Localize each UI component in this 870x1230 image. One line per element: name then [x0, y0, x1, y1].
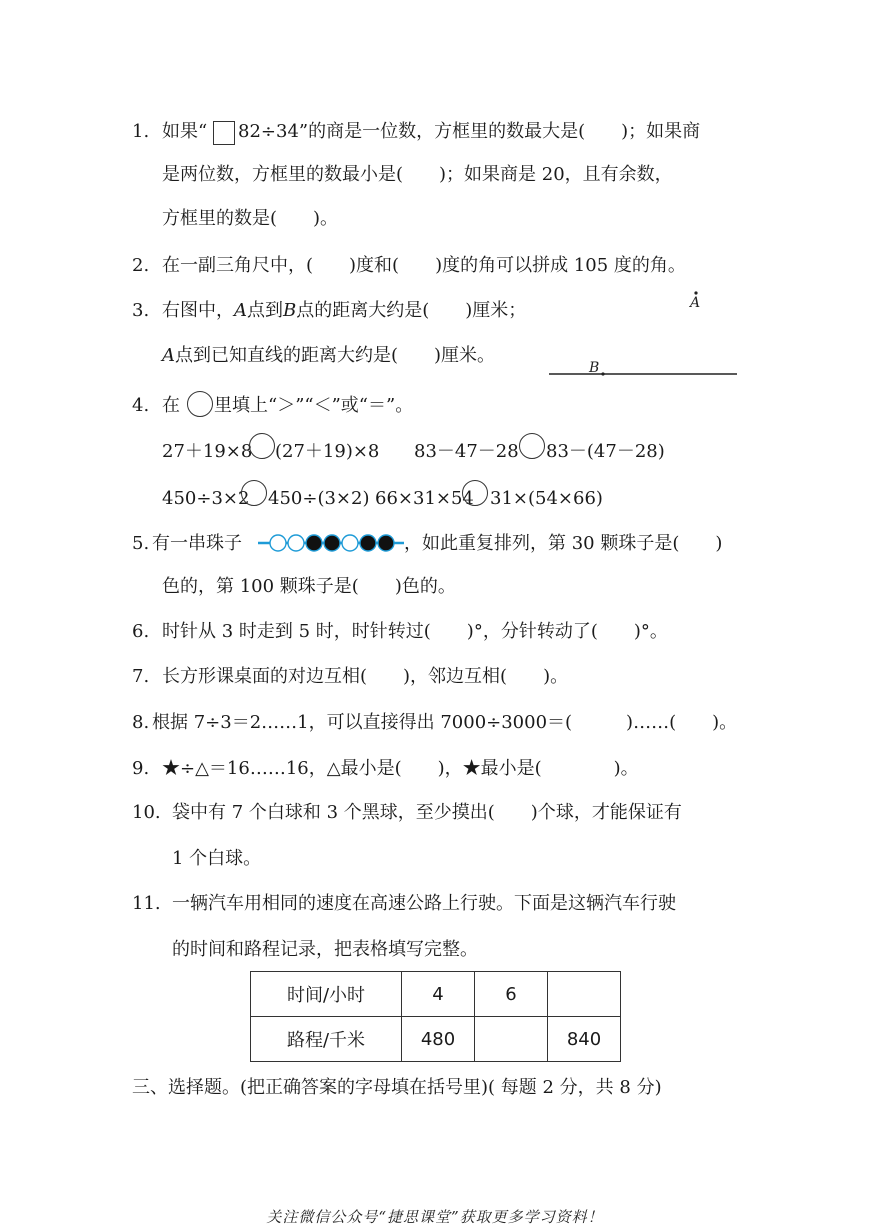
point-a-label: A: [690, 295, 701, 311]
q4-expr4-right: 31×(54×66): [490, 488, 603, 509]
q7-number: 7.: [132, 666, 150, 687]
compare-circle-1: [249, 433, 275, 459]
q5-line2: 色的，第 100 颗珠子是( )色的。: [162, 576, 456, 597]
table-cell: 480: [402, 1017, 475, 1062]
q3-text-b-part: 点到: [247, 300, 283, 321]
q4-expr4-left: 66×31×54: [375, 488, 474, 509]
q2-text: 在一副三角尺中，( )度和( )度的角可以拼成 105 度的角。: [162, 255, 686, 276]
q5-text-a: 有一串珠子: [152, 533, 242, 554]
table-cell: 时间/小时: [251, 972, 402, 1017]
q6-number: 6.: [132, 621, 150, 642]
table-cell: 6: [475, 972, 548, 1017]
table-cell: [548, 972, 621, 1017]
q8-text: 根据 7÷3＝2……1，可以直接得出 7000÷3000＝( )……( )。: [152, 712, 738, 733]
table-cell: 840: [548, 1017, 621, 1062]
q1-number: 1.: [132, 121, 150, 142]
q10-text: 袋中有 7 个白球和 3 个黑球，至少摸出( )个球，才能保证有: [172, 802, 682, 823]
compare-circle-4: [462, 480, 488, 506]
q3-point-b-label: B: [283, 300, 297, 321]
answer-circle: [187, 391, 213, 417]
q10-number: 10.: [132, 802, 161, 823]
q4-text-a: 在: [162, 395, 180, 416]
q10-line2: 1 个白球。: [172, 848, 262, 869]
q3-figure: [545, 288, 745, 378]
table-row: [251, 972, 621, 1017]
q4-expr1-right: (27＋19)×8: [275, 441, 380, 462]
q6-text: 时针从 3 时走到 5 时，时针转过( )°，分针转动了( )°。: [162, 621, 668, 642]
q4-expr3-left: 450÷3×2: [162, 488, 250, 509]
q5-number: 5.: [132, 533, 150, 554]
q4-expr3-right: 450÷(3×2): [268, 488, 370, 509]
table-cell: [475, 1017, 548, 1062]
q3-text-d: 点到已知直线的距离大约是( )厘米。: [175, 345, 496, 366]
footer-note: 关注微信公众号“捷思课堂”获取更多学习资料！: [266, 1208, 604, 1226]
table-cell: 4: [402, 972, 475, 1017]
q5-text-b: ，如此重复排列，第 30 颗珠子是( ): [404, 533, 723, 554]
q3-text-c-part: 点的距离大约是( )厘米；: [296, 300, 527, 321]
q3-point-a-label-2: A: [162, 345, 175, 366]
q1-line2: 是两位数，方框里的数最小是( )；如果商是 20，且有余数，: [162, 164, 673, 185]
q9-number: 9.: [132, 758, 150, 779]
q3-text-a-part: 右图中，: [162, 300, 234, 321]
q4-expr2-right: 83－(47－28): [546, 441, 665, 462]
q8-number: 8.: [132, 712, 150, 733]
answer-box: [213, 121, 235, 145]
q4-text-b: 里填上“＞”“＜”或“＝”。: [214, 395, 414, 416]
q3-point-a-label: A: [234, 300, 247, 321]
table-cell: 路程/千米: [251, 1017, 402, 1062]
q3-line2: [162, 343, 495, 369]
q11-text: 一辆汽车用相同的速度在高速公路上行驶。下面是这辆汽车行驶: [172, 893, 676, 914]
q4-number: 4.: [132, 395, 150, 416]
q1-text-b: 82÷34”的商是一位数，方框里的数最大是( )；如果商: [238, 121, 701, 142]
compare-circle-2: [519, 433, 545, 459]
q11-number: 11.: [132, 893, 161, 914]
q4-expr1-left: 27＋19×8: [162, 441, 253, 462]
q11-line2: 的时间和路程记录，把表格填写完整。: [172, 939, 478, 960]
q9-text: ★÷△＝16……16，△最小是( )，★最小是( )。: [162, 758, 639, 779]
point-b: [601, 372, 604, 375]
q1-text-a: 如果“: [162, 121, 208, 142]
beads-icon: [256, 531, 406, 555]
q4-expr2-left: 83－47－28: [414, 441, 519, 462]
point-b-label: B: [589, 360, 600, 376]
table-row: [251, 1017, 621, 1062]
compare-circle-3: [241, 480, 267, 506]
record-table: [250, 971, 621, 1062]
q1-line3: 方框里的数是( )。: [162, 208, 339, 229]
q3-number: 3.: [132, 300, 150, 321]
section-3-heading: 三、选择题。(把正确答案的字母填在括号里)( 每题 2 分，共 8 分): [132, 1077, 662, 1098]
q2-number: 2.: [132, 255, 150, 276]
q3-text-a: [162, 298, 526, 324]
q7-text: 长方形课桌面的对边互相( )，邻边互相( )。: [162, 666, 569, 687]
